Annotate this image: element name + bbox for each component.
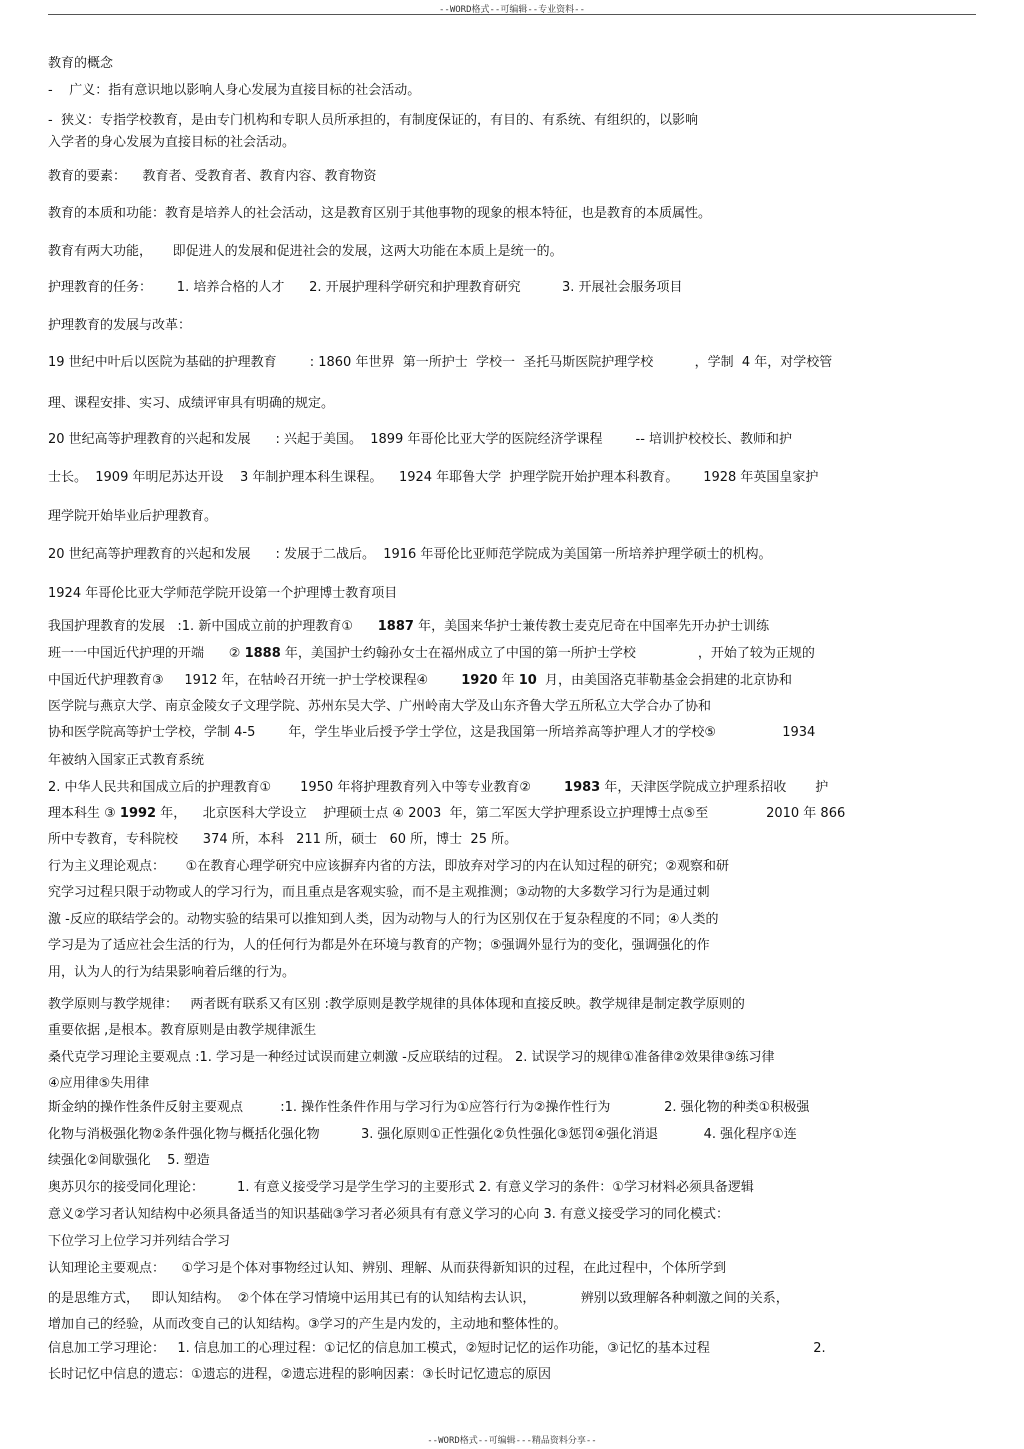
bold-text: 1920 xyxy=(461,673,498,688)
line-text: 的是思维方式， 即认知结构。 ②个体在学习情境中运用其已有的认知结构去认识， 辨别以致理解各种刺激之间的关系， xyxy=(48,1291,789,1306)
line-text: 理、课程安排、实习、成绩评审具有明确的规定。 xyxy=(48,396,335,411)
text-line xyxy=(48,937,710,954)
line-text: 斯金纳的操作性条件反射主要观点 :1. 操作性条件作用与学习行为①应答行行为②操作性行为 2. 强化物的种类①积极强 xyxy=(48,1100,810,1115)
text-line xyxy=(48,1099,809,1116)
line-text: 中国近代护理教育③ 1912 年，在牯岭召开统一护士学校课程④ xyxy=(48,673,462,688)
line-text: 长时记忆中信息的遗忘：①遗忘的进程，②遗忘进程的影响因素：③长时记忆遗忘的原因 xyxy=(48,1367,551,1382)
line-text: 年 xyxy=(497,673,519,688)
bold-text: 10 xyxy=(518,673,537,688)
text-line xyxy=(48,752,204,769)
text-line xyxy=(48,134,295,151)
line-text: 理本科生 ③ xyxy=(48,806,120,821)
text-line xyxy=(48,279,683,296)
line-text: - 广义：指有意识地以影响人身心发展为直接目标的社会活动。 xyxy=(48,83,421,98)
line-text: 教育的要素： 教育者、受教育者、教育内容、教育物资 xyxy=(48,169,377,184)
text-line xyxy=(48,618,769,635)
text-line xyxy=(48,1206,729,1223)
line-text: 信息加工学习理论： 1. 信息加工的心理过程：①记忆的信息加工模式，②短时记忆的运作功能，③记忆的基本过程 2. xyxy=(48,1341,826,1356)
line-text: - 狭义：专指学校教育，是由专门机构和专职人员所承担的，有制度保证的，有目的、有系统、有组织的，以影响 xyxy=(48,113,698,128)
text-line xyxy=(48,1075,149,1092)
text-line xyxy=(48,205,711,222)
line-text: 协和医学院高等护士学校，学制 4-5 年，学生毕业后授予学士学位，这是我国第一所培养高等护理人才的学校⑤ 1934 xyxy=(48,725,816,740)
line-text: 20 世纪高等护理教育的兴起和发展 : 发展于二战后。 1916 年哥伦比亚师范学院成为美国第一所培养护理学硕士的机构。 xyxy=(48,547,772,562)
text-line xyxy=(48,724,815,741)
text-line xyxy=(48,698,711,715)
text-line xyxy=(48,1260,726,1277)
line-text: 续强化②间歇强化 5. 塑造 xyxy=(48,1153,210,1168)
page-header: --WORD格式--可编辑--专业资料-- xyxy=(438,5,586,15)
line-text: 认知理论主要观点： ①学习是个体对事物经过认知、辨别、理解、从而获得新知识的过程，在此过程中，个体所学到 xyxy=(48,1261,727,1276)
text-line xyxy=(48,585,397,602)
line-text: 年，美国护士约翰孙女士在福州成立了中国的第一所护士学校 ，开始了较为正规的 xyxy=(280,646,815,661)
text-line xyxy=(48,168,377,185)
text-line xyxy=(48,858,729,875)
line-text: 月，由美国洛克菲勒基金会捐建的北京协和 xyxy=(536,673,793,688)
text-line xyxy=(48,354,832,371)
line-text: 医学院与燕京大学、南京金陵女子文理学院、苏州东吴大学、广州岭南大学及山东齐鲁大学五所私立大学合办了协和 xyxy=(48,699,712,714)
line-text: 我国护理教育的发展 :1. 新中国成立前的护理教育① xyxy=(48,619,378,634)
line-text: 护理教育的发展与改革： xyxy=(48,318,192,333)
line-text: 年， 北京医科大学设立 护理硕士点 ④ 2003 年，第二军医大学护理系设立护理博士点⑤至 2010 年 866 xyxy=(156,806,846,821)
line-text: 士长。 1909 年明尼苏达开设 3 年制护理本科生课程。 1924 年耶鲁大学 护理学院开始护理本科教育。 1928 年英国皇家护 xyxy=(48,470,819,485)
line-text: 重要依据 ,是根本。教育原则是由教学规律派生 xyxy=(48,1023,317,1038)
line-text: 所中专教育，专科院校 374 所，本科 211 所，硕士 60 所，博士 25 所。 xyxy=(48,832,518,847)
page-footer: --WORD格式--可编辑---精品资料分享-- xyxy=(427,1436,597,1446)
line-text: ④应用律⑤失用律 xyxy=(48,1076,150,1091)
line-text: 年，天津医学院成立护理系招收 护 xyxy=(600,780,829,795)
line-text: 桑代克学习理论主要观点 :1. 学习是一种经过试误而建立刺激 -反应联结的过程。 2. 试误学习的规律①准备律②效果律③练习律 xyxy=(48,1050,775,1065)
text-line xyxy=(48,243,563,260)
line-text: 20 世纪高等护理教育的兴起和发展 : 兴起于美国。 1899 年哥伦比亚大学的医院经济学课程 -- 培训护校校长、教师和护 xyxy=(48,432,793,447)
bold-text: 1888 xyxy=(244,646,281,661)
text-line xyxy=(48,546,771,563)
text-line xyxy=(48,1290,789,1307)
text-line xyxy=(48,831,517,848)
bold-text: 1992 xyxy=(119,806,157,821)
line-text: 班一一中国近代护理的开端 ② xyxy=(48,646,245,661)
line-text: 奥苏贝尔的接受同化理论： 1. 有意义接受学习是学生学习的主要形式 2. 有意义学习的条件：①学习材料必须具备逻辑 xyxy=(48,1180,754,1195)
text-line xyxy=(48,82,420,99)
text-line xyxy=(48,1233,230,1250)
line-text: 年，美国来华护士兼传教士麦克尼奇在中国率先开办护士训练 xyxy=(413,619,770,634)
text-line xyxy=(48,1366,551,1383)
text-line xyxy=(48,469,818,486)
bold-text: 1983 xyxy=(564,780,601,795)
line-text: 教育有两大功能， 即促进人的发展和促进社会的发展，这两大功能在本质上是统一的。 xyxy=(48,244,563,259)
text-line xyxy=(48,884,710,901)
text-line xyxy=(48,805,845,822)
line-text: 行为主义理论观点： ①在教育心理学研究中应该摒弃内省的方法，即放弃对学习的内在认知过程的研究；②观察和研 xyxy=(48,859,729,874)
line-text: 2. 中华人民共和国成立后的护理教育① 1950 年将护理教育列入中等专业教育② xyxy=(48,780,565,795)
text-line xyxy=(48,964,295,981)
text-line xyxy=(48,996,745,1013)
text-line xyxy=(48,55,113,72)
line-text: 理学院开始毕业后护理教育。 xyxy=(48,509,218,524)
line-text: 下位学习上位学习并列结合学习 xyxy=(48,1234,231,1249)
line-text: 教育的本质和功能：教育是培养人的社会活动，这是教育区别于其他事物的现象的根本特征，也是教育的本质属性。 xyxy=(48,206,712,221)
text-line xyxy=(48,645,815,662)
text-line xyxy=(48,112,698,129)
line-text: 激 -反应的联结学会的。动物实验的结果可以推知到人类，因为动物与人的行为区别仅在于复杂程度的不同；④人类的 xyxy=(48,912,719,927)
header-rule xyxy=(48,14,976,15)
text-line xyxy=(48,1179,754,1196)
text-line xyxy=(48,317,191,334)
line-text: 教育的概念 xyxy=(48,56,114,71)
text-line xyxy=(48,672,792,689)
line-text: 1924 年哥伦比亚大学师范学院开设第一个护理博士教育项目 xyxy=(48,586,398,601)
text-line xyxy=(48,1022,316,1039)
line-text: 学习是为了适应社会生活的行为，人的任何行为都是外在环境与教育的产物；⑤强调外显行为的变化，强调强化的作 xyxy=(48,938,710,953)
text-line xyxy=(48,395,334,412)
bold-text: 1887 xyxy=(377,619,414,634)
line-text: 年被纳入国家正式教育系统 xyxy=(48,753,205,768)
text-line xyxy=(48,1152,210,1169)
text-line xyxy=(48,1049,775,1066)
text-line xyxy=(48,1126,797,1143)
text-line xyxy=(48,1316,567,1333)
line-text: 化物与消极强化物②条件强化物与概括化强化物 3. 强化原则①正性强化②负性强化③惩罚④强化消退 4. 强化程序①连 xyxy=(48,1127,797,1142)
line-text: 入学者的身心发展为直接目标的社会活动。 xyxy=(48,135,296,150)
text-line xyxy=(48,911,718,928)
text-line xyxy=(48,508,217,525)
line-text: 教学原则与教学规律： 两者既有联系又有区别 :教学原则是教学规律的具体体现和直接反映。教学规律是制定教学原则的 xyxy=(48,997,745,1012)
line-text: 意义②学习者认知结构中必须具备适当的知识基础③学习者必须具有有意义学习的心向 3. 有意义接受学习的同化模式： xyxy=(48,1207,729,1222)
text-line xyxy=(48,1340,826,1357)
line-text: 用，认为人的行为结果影响着后继的行为。 xyxy=(48,965,296,980)
text-line xyxy=(48,431,792,448)
line-text: 护理教育的任务： 1. 培养合格的人才 2. 开展护理科学研究和护理教育研究 3. 开展社会服务项目 xyxy=(48,280,683,295)
line-text: 19 世纪中叶后以医院为基础的护理教育 : 1860 年世界 第一所护士 学校一 圣托马斯医院护理学校 ，学制 4 年，对学校管 xyxy=(48,355,833,370)
line-text: 增加自己的经验，从而改变自己的认知结构。③学习的产生是内发的，主动地和整体性的。 xyxy=(48,1317,567,1332)
line-text: 究学习过程只限于动物或人的学习行为，而且重点是客观实验，而不是主观推测；③动物的大多数学习行为是通过刺 xyxy=(48,885,710,900)
text-line xyxy=(48,779,828,796)
